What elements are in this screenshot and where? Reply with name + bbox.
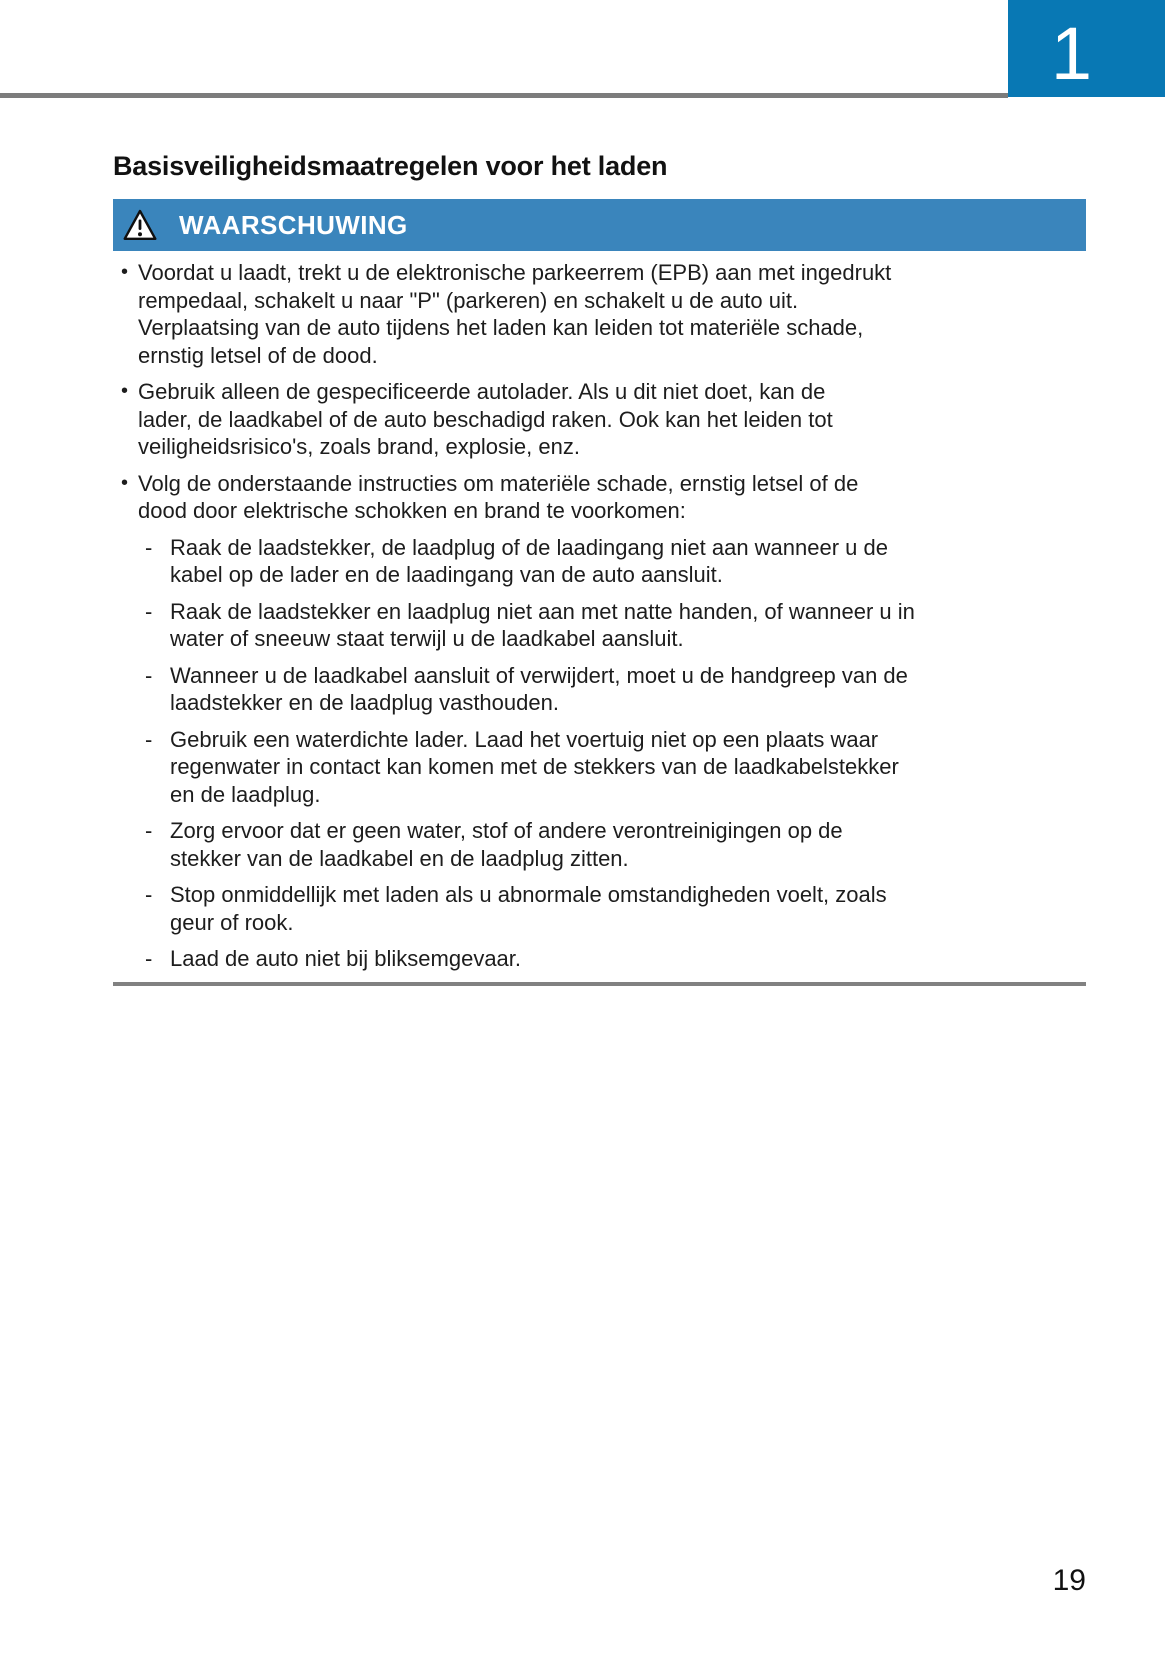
warning-banner: [113, 199, 1086, 251]
page-title: Basisveiligheidsmaatregelen voor het laden: [113, 151, 668, 181]
text-line: Volg de onderstaande instructies om materiële schade, ernstig letsel of de: [138, 470, 859, 496]
text-line: en de laadplug.: [170, 781, 321, 807]
list-marker: •: [121, 380, 129, 402]
list-marker: -: [145, 662, 153, 688]
warning-list: [113, 259, 1086, 973]
list-item-text: [170, 881, 887, 936]
text-line: Wanneer u de laadkabel aansluit of verwijdert, moet u de handgreep van de: [170, 662, 908, 688]
text-line: water of sneeuw staat terwijl u de laadkabel aansluit.: [170, 626, 684, 651]
text-line: Gebruik alleen de gespecificeerde autolader. Als u dit niet doet, kan de: [138, 379, 826, 404]
text-line: Raak de laadstekker en laadplug niet aan met natte handen, of wanneer u in: [170, 598, 915, 624]
dash-item: [113, 534, 1086, 589]
list-item-text: [170, 534, 888, 589]
text-line: Stop onmiddellijk met laden als u abnormale omstandigheden voelt, zoals: [170, 882, 887, 907]
text-line: kabel op de lader en de laadingang van de auto aansluit.: [170, 562, 723, 587]
bullet-item: [113, 378, 1086, 461]
text-line: Verplaatsing van de auto tijdens het laden kan leiden tot materiële schade,: [138, 315, 864, 340]
list-marker: -: [145, 598, 153, 624]
list-item-text: [170, 662, 908, 717]
list-marker: -: [145, 726, 153, 752]
text-line: Gebruik een waterdichte lader. Laad het voertuig niet op een plaats waar: [170, 726, 879, 752]
text-line: rempedaal, schakelt u naar "P" (parkeren) en schakelt u de auto uit.: [138, 287, 799, 313]
page-content: [113, 150, 1086, 986]
dash-item: [113, 598, 1086, 653]
list-item-text: [138, 470, 858, 525]
warning-triangle-icon: [123, 209, 157, 241]
list-marker: •: [121, 471, 129, 494]
list-item-text: [170, 598, 915, 653]
text-line: lader, de laadkabel of de auto beschadigd raken. Ook kan het leiden tot: [138, 406, 833, 432]
list-item-text: [138, 259, 891, 369]
warning-label: WAARSCHUWING: [179, 209, 408, 240]
page-number: 19: [1052, 1564, 1086, 1597]
text-line: stekker van de laadkabel en de laadplug zitten.: [170, 845, 629, 871]
dash-item: [113, 726, 1086, 809]
text-line: Zorg ervoor dat er geen water, stof of andere verontreinigingen op de: [170, 818, 843, 843]
list-marker: -: [145, 534, 153, 560]
chapter-tab: [1008, 0, 1165, 97]
text-line: Raak de laadstekker, de laadplug of de laadingang niet aan wanneer u de: [170, 534, 888, 560]
header-rule: [0, 93, 1008, 98]
list-marker: •: [121, 261, 129, 283]
dash-item: [113, 662, 1086, 717]
dash-item: [113, 945, 1086, 973]
text-line: geur of rook.: [170, 909, 294, 935]
bullet-item: [113, 470, 1086, 525]
text-line: veiligheidsrisico's, zoals brand, explosie, enz.: [138, 434, 580, 459]
bullet-item: [113, 259, 1086, 369]
list-item-text: [170, 817, 843, 872]
text-line: ernstig letsel of de dood.: [138, 342, 378, 368]
dash-item: [113, 817, 1086, 872]
text-line: Voordat u laadt, trekt u de elektronische parkeerrem (EPB) aan met ingedrukt: [138, 260, 892, 285]
text-line: laadstekker en de laadplug vasthouden.: [170, 690, 559, 715]
list-item-text: [170, 945, 521, 973]
text-line: regenwater in contact kan komen met de stekkers van de laadkabelstekker: [170, 754, 899, 779]
text-line: Laad de auto niet bij bliksemgevaar.: [170, 946, 522, 971]
list-marker: -: [145, 946, 153, 971]
chapter-number: 1: [1050, 11, 1093, 95]
list-marker: -: [145, 882, 153, 907]
section-divider: [113, 982, 1086, 986]
text-line: dood door elektrische schokken en brand te voorkomen:: [138, 498, 686, 523]
list-item-text: [138, 378, 833, 461]
list-marker: -: [145, 818, 153, 843]
list-item-text: [170, 726, 899, 809]
dash-item: [113, 881, 1086, 936]
